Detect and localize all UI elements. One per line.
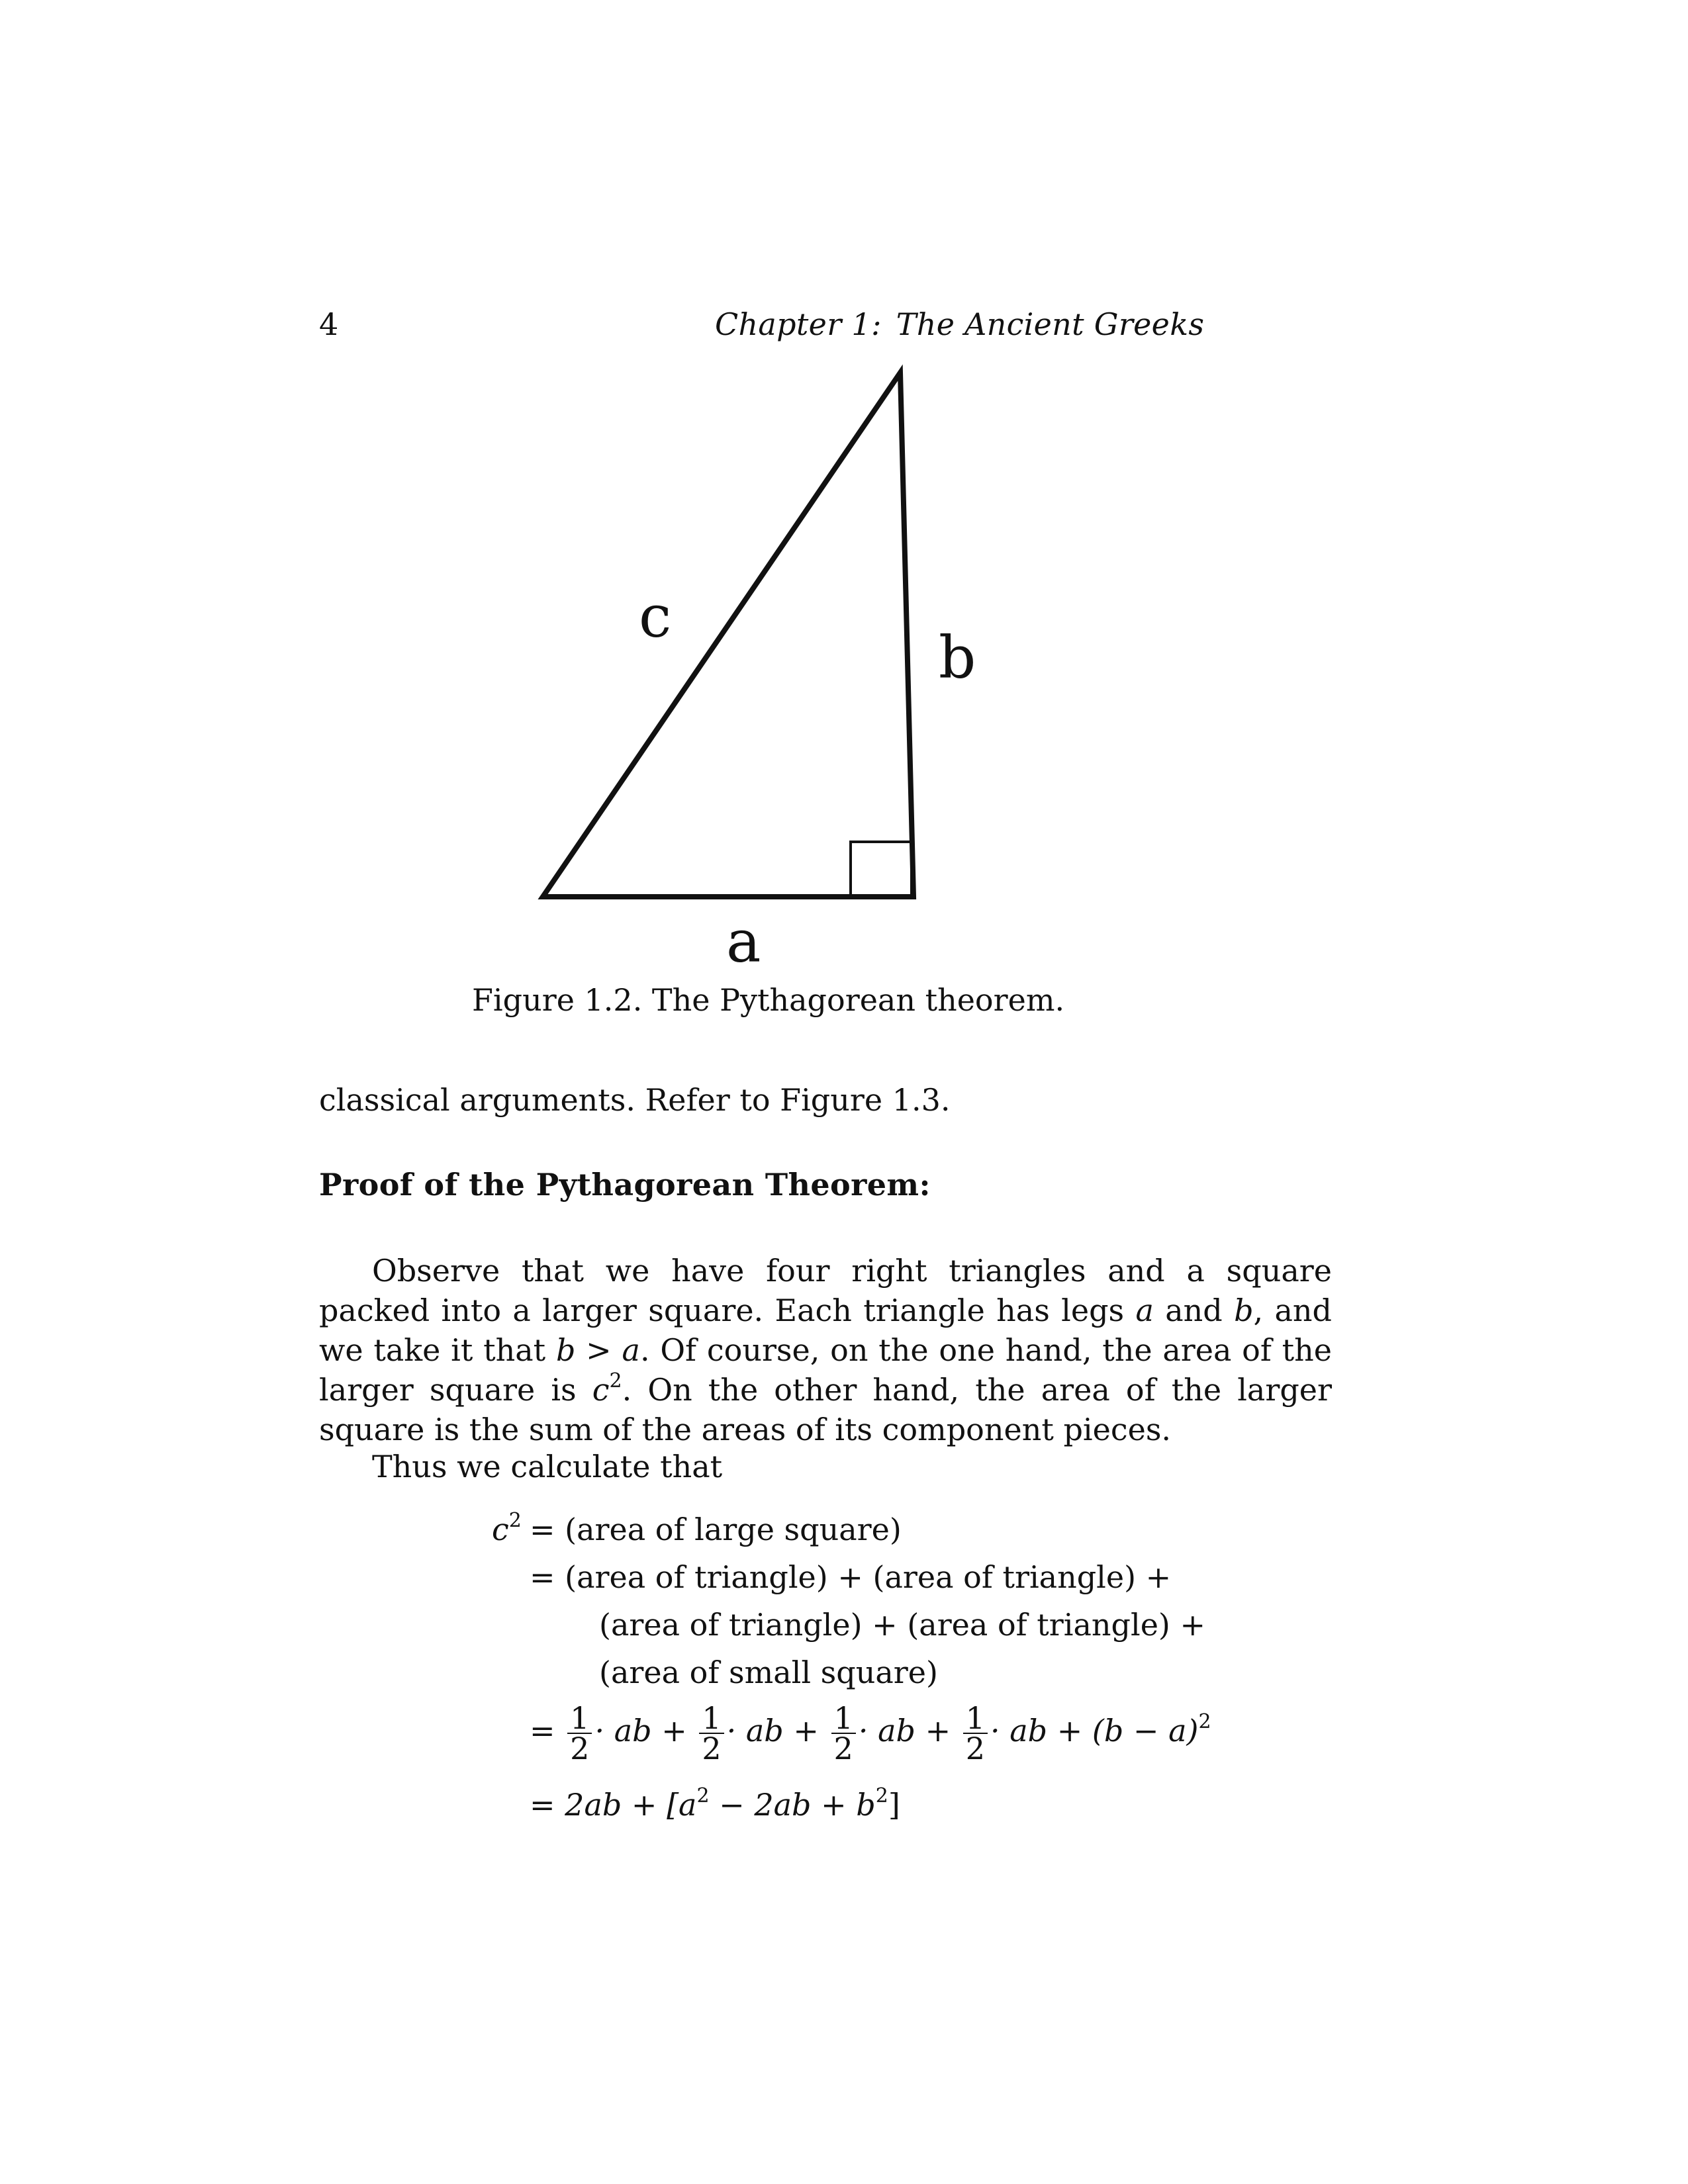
equation-term: (area of triangle) + (area of triangle) +	[565, 1559, 1172, 1595]
equation-term: · ab +	[594, 1713, 687, 1749]
numerator: 1	[699, 1704, 724, 1734]
var-c: c	[592, 1372, 610, 1408]
right-angle-marker	[851, 842, 912, 897]
exponent: 2	[508, 1508, 522, 1532]
side-a-label: a	[726, 907, 761, 976]
equation-lhs	[492, 1508, 522, 1547]
fraction-half	[963, 1700, 988, 1766]
proof-text: and	[1153, 1293, 1235, 1328]
fraction-half	[699, 1700, 724, 1766]
equation-line-6	[530, 1784, 900, 1823]
denominator: 2	[833, 1731, 853, 1766]
exponent: 2	[1198, 1709, 1211, 1733]
var-c: c	[492, 1512, 509, 1547]
equation-line-2	[530, 1559, 1171, 1595]
equals-sign: =	[530, 1787, 555, 1823]
equals-sign: =	[530, 1512, 555, 1547]
equation-line-4: (area of small square)	[599, 1655, 938, 1690]
equation-term: (area of large square)	[565, 1512, 902, 1547]
continuation-paragraph: classical arguments. Refer to Figure 1.3.	[319, 1082, 951, 1118]
side-b-label: b	[939, 623, 976, 692]
thus-text: Thus we calculate that	[372, 1449, 723, 1484]
equation-term: ]	[888, 1787, 900, 1823]
proof-text: . Of course, on the one hand, the area of the larger square is	[319, 1332, 1333, 1408]
proof-text: , and we take it that	[319, 1293, 1332, 1368]
chapter-title: The Ancient Greeks	[896, 306, 1205, 342]
equation-term: 2ab + [a	[565, 1787, 697, 1823]
proof-heading: Proof of the Pythagorean Theorem:	[319, 1167, 931, 1203]
thus-paragraph	[319, 1447, 1332, 1486]
inequality: b > a	[555, 1332, 640, 1368]
right-triangle	[543, 373, 914, 897]
proof-paragraph	[319, 1251, 1332, 1449]
equation-line-1	[530, 1512, 902, 1547]
proof-text: . On the other hand, the area of the larger square is the sum of the areas of its component pieces.	[319, 1372, 1332, 1447]
var-b: b	[1234, 1293, 1254, 1328]
equation-term: · ab + (b − a)	[990, 1713, 1199, 1749]
exponent: 2	[875, 1784, 888, 1807]
fraction-half	[831, 1700, 856, 1766]
denominator: 2	[570, 1731, 590, 1766]
equation-line-5	[530, 1700, 1211, 1766]
equation-term: − 2ab + b	[709, 1787, 876, 1823]
side-c-label: c	[639, 582, 672, 651]
equation-term: · ab +	[726, 1713, 819, 1749]
denominator: 2	[965, 1731, 986, 1766]
fraction-half	[567, 1700, 592, 1766]
numerator: 1	[567, 1704, 592, 1734]
equation-term: · ab +	[858, 1713, 951, 1749]
equation-line-3: (area of triangle) + (area of triangle) +	[599, 1607, 1206, 1643]
numerator: 1	[963, 1704, 988, 1734]
proof-text: Observe that we have four right triangles and a square packed into a larger square. Each triangle has legs	[319, 1253, 1332, 1328]
var-a: a	[1135, 1293, 1154, 1328]
figure-caption: Figure 1.2. The Pythagorean theorem.	[472, 982, 1065, 1018]
exponent: 2	[609, 1369, 622, 1392]
denominator: 2	[702, 1731, 722, 1766]
chapter-label: Chapter 1:	[715, 306, 882, 342]
numerator: 1	[831, 1704, 856, 1734]
exponent: 2	[696, 1784, 710, 1807]
equals-sign: =	[530, 1559, 555, 1595]
page-number: 4	[319, 306, 339, 342]
equals-sign: =	[530, 1713, 555, 1749]
